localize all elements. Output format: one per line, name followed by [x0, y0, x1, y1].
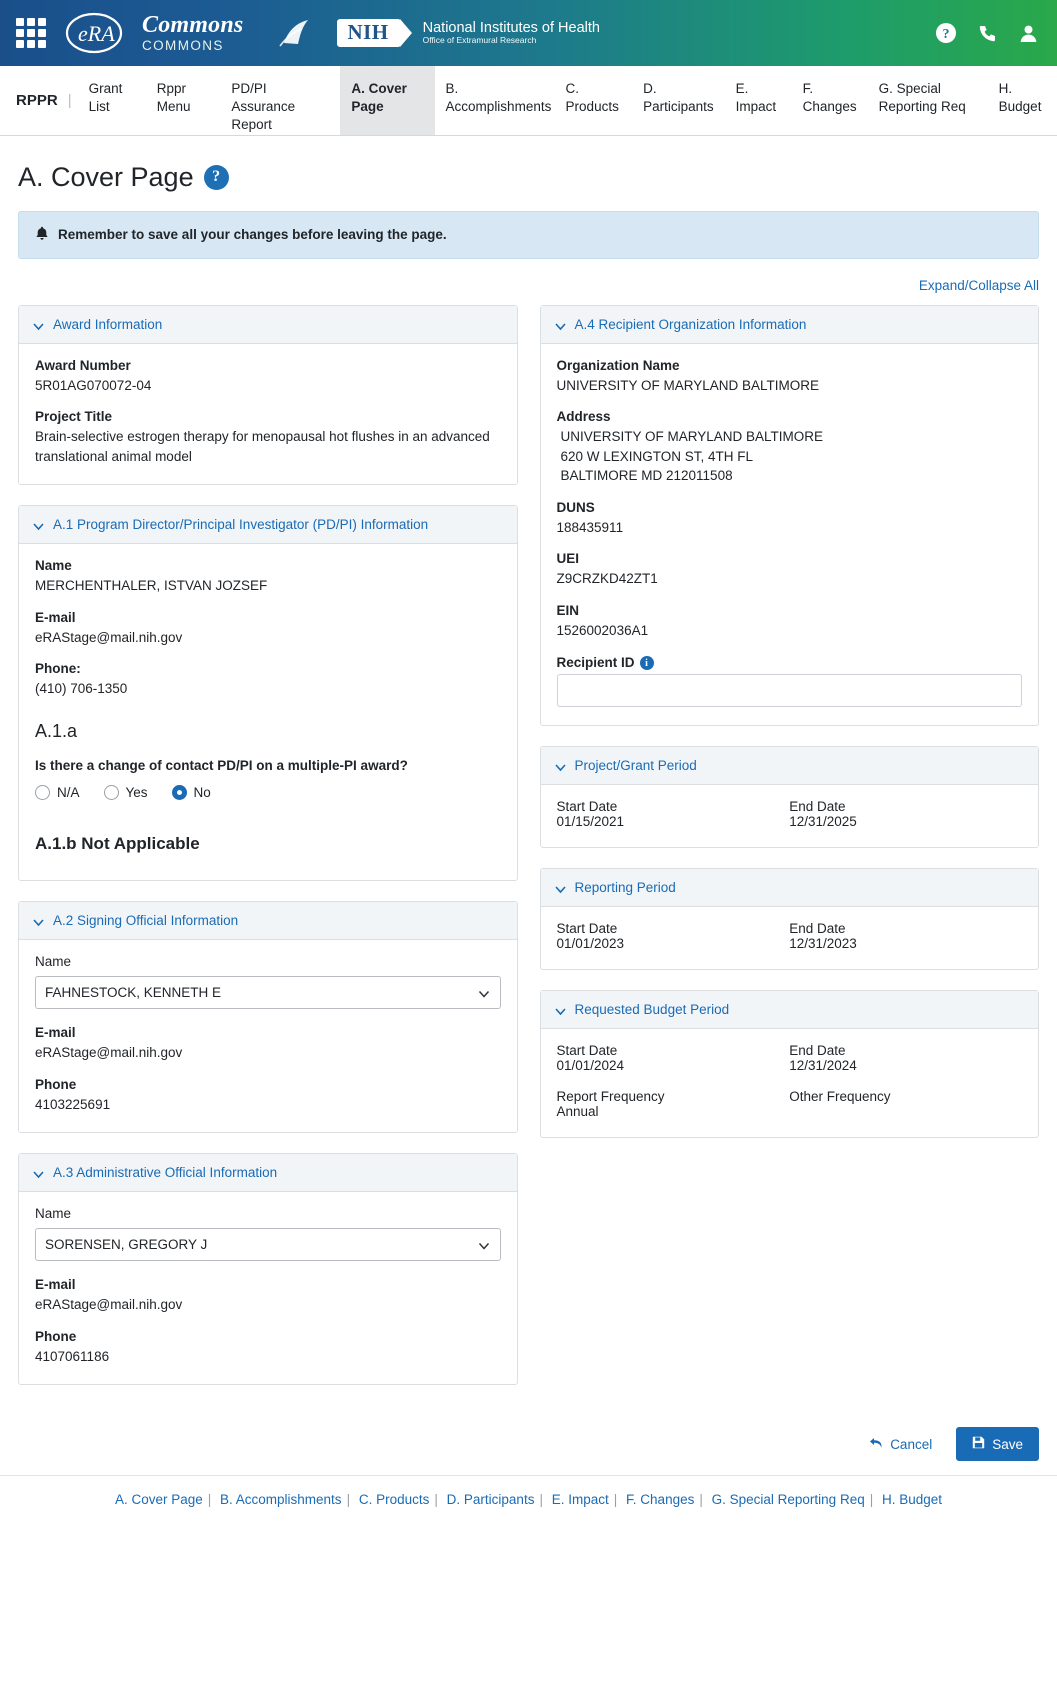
a4-recipient-org-header[interactable] — [541, 306, 1039, 344]
award-information-header[interactable] — [19, 306, 517, 344]
a1-phone-label: Phone: — [35, 661, 81, 677]
recipient-id-input[interactable] — [557, 674, 1023, 707]
a1a-radio-group — [35, 785, 501, 800]
cancel-button[interactable] — [863, 1436, 938, 1453]
a4-uei-label: UEI — [556, 551, 580, 567]
save-label: Save — [992, 1436, 1023, 1452]
nih-logo — [337, 19, 600, 47]
user-icon[interactable] — [1018, 23, 1039, 44]
nih-subtitle: Office of Extramural Research — [422, 35, 537, 46]
radio-na[interactable] — [35, 785, 80, 800]
rp-start-value: 01/01/2023 — [556, 936, 625, 952]
project-title-value: Brain-selective estrogen therapy for menopausal hot flushes in an advanced translational animal model — [35, 429, 490, 464]
commons-subtitle: COMMONS — [142, 37, 224, 53]
floppy-disk-icon — [972, 1436, 985, 1452]
chevron-down-icon — [555, 320, 566, 331]
nav-brand-label: RPPR — [16, 91, 58, 109]
cancel-label: Cancel — [890, 1436, 933, 1452]
nih-badge-text: NIH — [337, 19, 400, 47]
a4-address-line3: BALTIMORE MD 212011508 — [560, 468, 733, 484]
main-navigation — [0, 66, 1057, 136]
radio-yes-label: Yes — [125, 785, 148, 801]
a3-name-label: Name — [35, 1206, 72, 1222]
a4-ein-label: EIN — [556, 603, 580, 619]
top-header-bar — [0, 0, 1057, 66]
a4-duns-value: 188435911 — [556, 519, 624, 535]
rbp-start-value: 01/01/2024 — [556, 1058, 625, 1074]
a4-uei-value: Z9CRZKD42ZT1 — [556, 571, 658, 587]
rbp-other-frequency-label: Other Frequency — [789, 1089, 891, 1105]
chevron-down-icon — [33, 1168, 44, 1179]
chevron-down-icon — [33, 520, 44, 531]
a2-phone-value: 4103225691 — [35, 1096, 111, 1112]
chevron-down-icon — [33, 320, 44, 331]
a1-email-label: E-mail — [35, 609, 76, 625]
bell-icon — [35, 226, 49, 244]
nav-item-f-changes[interactable]: F. Changes — [802, 81, 857, 115]
nav-item-pdpi-assurance-report[interactable]: PD/PI Assurance Report — [231, 81, 296, 133]
era-commons-logo-icon[interactable] — [64, 11, 124, 55]
a3-email-value: eRAStage@mail.nih.gov — [35, 1297, 183, 1313]
radio-na-dot — [35, 785, 50, 800]
nav-item-c-products[interactable]: C. Products — [565, 81, 619, 115]
radio-no[interactable] — [172, 785, 211, 800]
footer-link-g-special-reporting-req[interactable]: G. Special Reporting Req — [711, 1492, 865, 1508]
a3-admin-official-card — [18, 1153, 518, 1385]
radio-no-label: No — [193, 785, 211, 801]
project-title-label: Project Title — [35, 409, 113, 425]
radio-no-dot — [172, 785, 187, 800]
a2-email-value: eRAStage@mail.nih.gov — [35, 1045, 183, 1061]
a1-pdpi-header[interactable] — [19, 506, 517, 544]
project-grant-period-card — [540, 746, 1040, 848]
a4-address-line2: 620 W LEXINGTON ST, 4TH FL — [560, 448, 754, 464]
nih-title: National Institutes of Health — [422, 19, 600, 36]
rbp-end-value: 12/31/2024 — [789, 1058, 857, 1074]
a3-admin-official-title: A.3 Administrative Official Information — [53, 1165, 278, 1181]
nav-item-rppr-menu[interactable]: Rppr Menu — [156, 81, 191, 115]
footer-link-e-impact[interactable]: E. Impact — [551, 1492, 609, 1508]
page-title-text: A. Cover Page — [18, 161, 194, 192]
award-number-label: Award Number — [35, 357, 131, 373]
page-title — [18, 162, 1039, 193]
a3-name-select[interactable] — [35, 1228, 501, 1261]
save-button[interactable] — [956, 1427, 1039, 1461]
footer-link-a-cover-page[interactable]: A. Cover Page — [114, 1492, 203, 1508]
footer-link-b-accomplishments[interactable]: B. Accomplishments — [220, 1492, 342, 1508]
a4-org-name-value: UNIVERSITY OF MARYLAND BALTIMORE — [556, 377, 820, 393]
expand-collapse-all-link[interactable]: Expand/Collapse All — [918, 277, 1039, 293]
reporting-period-title: Reporting Period — [574, 880, 676, 896]
a4-recipient-id-label — [557, 655, 1023, 672]
reporting-period-header[interactable] — [541, 869, 1039, 907]
svg-text:?: ? — [942, 27, 950, 42]
a4-address-label: Address — [556, 409, 611, 425]
nav-item-d-participants[interactable]: D. Participants — [643, 81, 714, 115]
rp-start-label: Start Date — [556, 921, 618, 937]
info-icon[interactable]: i — [640, 656, 654, 670]
requested-budget-period-card — [540, 990, 1040, 1138]
commons-wordmark — [142, 13, 243, 52]
page-help-icon[interactable]: ? — [204, 165, 229, 190]
rbp-report-frequency-value: Annual — [556, 1104, 599, 1120]
hhs-logo-icon — [273, 11, 321, 55]
nav-brand: RPPR | — [16, 91, 72, 109]
nav-item-g-special-reporting-req[interactable]: G. Special Reporting Req — [878, 81, 966, 115]
pgp-end-value: 12/31/2025 — [789, 814, 857, 830]
nav-item-h-budget[interactable]: H. Budget — [998, 81, 1042, 115]
rp-end-label: End Date — [789, 921, 846, 937]
a2-signing-official-card — [18, 901, 518, 1133]
a1-email-value: eRAStage@mail.nih.gov — [35, 629, 183, 645]
nav-item-b-accomplishments[interactable]: B. Accomplishments — [445, 81, 552, 115]
save-reminder-alert — [18, 211, 1039, 259]
footer-navigation: A. Cover Page | B. Accomplishments | C. Products | D. Participants | E. Impact | F. Changes | G. Special Reporting Req | H. Budget — [0, 1475, 1057, 1529]
requested-budget-period-title: Requested Budget Period — [574, 1002, 730, 1018]
footer-link-c-products[interactable]: C. Products — [358, 1492, 430, 1508]
award-information-title: Award Information — [53, 316, 163, 332]
a4-recipient-org-card — [540, 305, 1040, 726]
footer-link-h-budget[interactable]: H. Budget — [882, 1492, 943, 1508]
radio-na-label: N/A — [57, 785, 80, 801]
award-information-card — [18, 305, 518, 486]
nav-item-a-cover-page[interactable]: A. Cover Page — [340, 66, 434, 135]
project-grant-period-header[interactable] — [541, 747, 1039, 785]
pgp-end-label: End Date — [789, 799, 846, 815]
a1a-heading: A.1.a — [35, 721, 78, 742]
a4-recipient-org-title: A.4 Recipient Organization Information — [574, 316, 807, 332]
nav-item-grant-list[interactable]: Grant List — [88, 81, 123, 115]
a3-phone-label: Phone — [35, 1328, 77, 1344]
a1-name-value: MERCHENTHALER, ISTVAN JOZSEF — [35, 578, 268, 594]
a2-phone-label: Phone — [35, 1076, 77, 1092]
alert-text: Remember to save all your changes before leaving the page. — [58, 227, 447, 243]
pgp-start-label: Start Date — [556, 799, 618, 815]
phone-icon[interactable] — [977, 23, 998, 44]
nav-item-e-impact[interactable]: E. Impact — [735, 81, 777, 115]
chevron-down-icon — [555, 1005, 566, 1016]
radio-yes[interactable] — [104, 785, 148, 800]
radio-yes-dot — [104, 785, 119, 800]
a4-org-name-label: Organization Name — [556, 357, 680, 373]
chevron-down-icon — [33, 916, 44, 927]
a3-name-selected-value: SORENSEN, GREGORY J — [45, 1237, 208, 1253]
a4-recipient-id-label-text: Recipient ID — [556, 654, 635, 670]
a4-duns-label: DUNS — [556, 499, 595, 515]
a1-pdpi-title: A.1 Program Director/Principal Investigator (PD/PI) Information — [53, 517, 429, 533]
rbp-report-frequency-label: Report Frequency — [556, 1089, 665, 1105]
requested-budget-period-header[interactable] — [541, 991, 1039, 1029]
chevron-down-icon — [478, 1240, 490, 1255]
reporting-period-card — [540, 868, 1040, 970]
a2-signing-official-title: A.2 Signing Official Information — [53, 913, 239, 929]
chevron-down-icon — [478, 988, 490, 1003]
chevron-down-icon — [555, 761, 566, 772]
help-circle-icon[interactable] — [935, 22, 957, 44]
svg-text:eRA: eRA — [78, 21, 115, 46]
app-grid-icon[interactable] — [0, 0, 62, 66]
left-column — [18, 305, 518, 1406]
a1-pdpi-card — [18, 505, 518, 881]
a2-name-selected-value: FAHNESTOCK, KENNETH E — [45, 985, 222, 1001]
a4-address-line1: UNIVERSITY OF MARYLAND BALTIMORE — [560, 429, 824, 445]
project-grant-period-title: Project/Grant Period — [574, 758, 697, 774]
a2-signing-official-header[interactable] — [19, 902, 517, 940]
chevron-down-icon — [555, 883, 566, 894]
rp-end-value: 12/31/2023 — [789, 936, 857, 952]
form-actions — [18, 1427, 1039, 1461]
a4-ein-value: 1526002036A1 — [556, 623, 649, 639]
a2-email-label: E-mail — [35, 1025, 76, 1041]
right-column — [540, 305, 1040, 1158]
rbp-end-label: End Date — [789, 1043, 846, 1059]
undo-arrow-icon — [869, 1437, 883, 1452]
footer-link-d-participants[interactable]: D. Participants — [446, 1492, 535, 1508]
a2-name-select[interactable] — [35, 976, 501, 1009]
a3-email-label: E-mail — [35, 1277, 76, 1293]
a1b-heading: A.1.b Not Applicable — [35, 834, 200, 854]
pgp-start-value: 01/15/2021 — [556, 814, 625, 830]
a3-admin-official-header[interactable] — [19, 1154, 517, 1192]
a3-phone-value: 4107061186 — [35, 1348, 110, 1364]
rbp-start-label: Start Date — [556, 1043, 618, 1059]
a2-name-label: Name — [35, 954, 72, 970]
a1-phone-value: (410) 706-1350 — [35, 681, 128, 697]
commons-title: Commons — [142, 12, 244, 39]
a1a-question: Is there a change of contact PD/PI on a multiple-PI award? — [35, 758, 408, 774]
a1-name-label: Name — [35, 558, 72, 574]
award-number-value: 5R01AG070072-04 — [35, 377, 152, 393]
footer-link-f-changes[interactable]: F. Changes — [626, 1492, 695, 1508]
